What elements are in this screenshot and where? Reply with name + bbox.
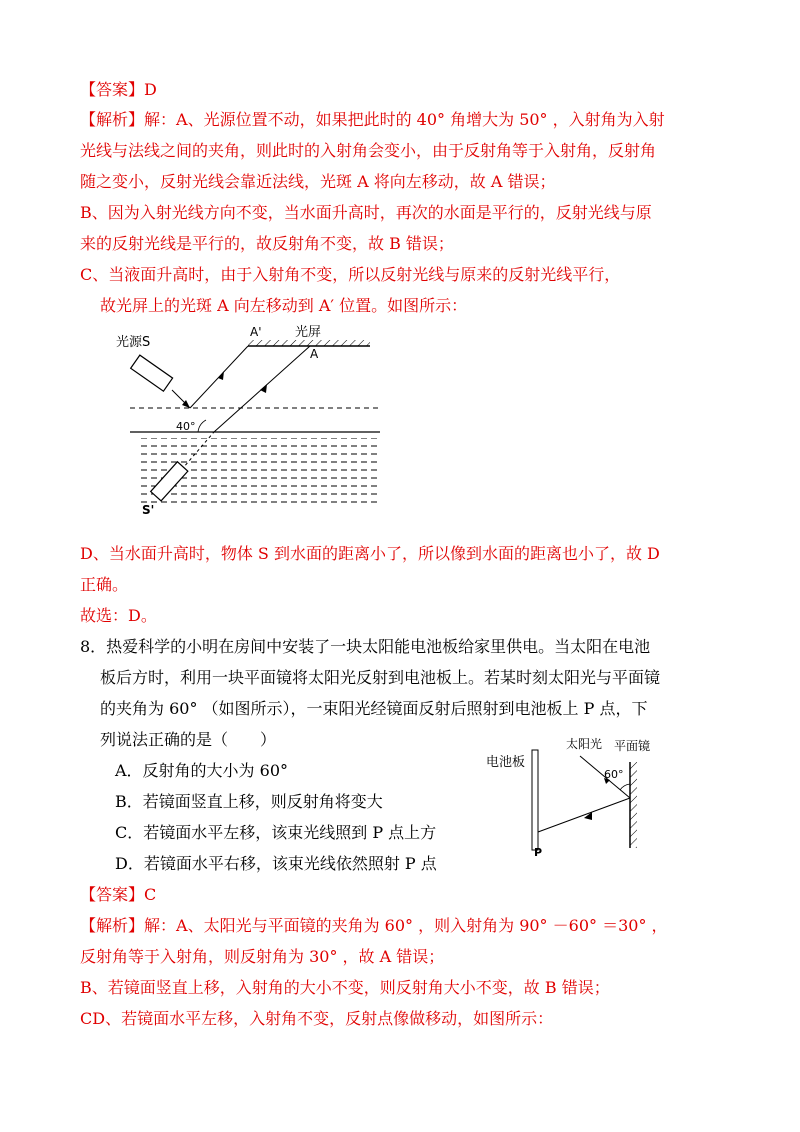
analysis-line: CD、若镜面水平左移，入射角不变，反射点像做移动，如图所示： — [80, 1009, 554, 1028]
reflected-ray — [538, 798, 630, 832]
angle-label: 40° — [176, 420, 196, 433]
screen-hatch — [248, 340, 370, 346]
panel-label: 电池板 — [486, 755, 526, 770]
solar-mirror-figure — [480, 732, 680, 862]
screen-label: 光屏 — [295, 325, 322, 340]
answer-value: D — [144, 80, 157, 99]
reflection-figure — [110, 322, 390, 522]
light-source-label: 光源S — [116, 335, 151, 350]
answer-tag: 【答案】 — [80, 885, 145, 904]
analysis-line: C、当液面升高时，由于入射角不变，所以反射光线与原来的反射光线平行， — [80, 265, 621, 284]
option-c: C．若镜面水平左移，该束光线照到 P 点上方 — [115, 823, 437, 842]
analysis-line: 【解析】解：A、光源位置不动，如果把此时的 40° 角增大为 50° ，入射角为入射 — [80, 110, 665, 129]
a-prime-label: A' — [250, 325, 262, 339]
answer-value: C — [144, 885, 157, 904]
option-d: D．若镜面水平右移，该束光线依然照射 P 点 — [115, 854, 437, 873]
analysis-line: 正确。 — [80, 575, 129, 594]
analysis-line: 【解析】解：A、太阳光与平面镜的夹角为 60° ，则入射角为 90° －60° ＝30° ， — [80, 916, 668, 935]
analysis-line: B、若镜面竖直上移，入射角的大小不变，则反射角大小不变，故 B 错误； — [80, 978, 610, 997]
a-label: A — [310, 347, 319, 361]
question-line: 列说法正确的是（ ） — [100, 730, 277, 749]
p-label: P — [534, 846, 543, 859]
option-a: A．反射角的大小为 60° — [115, 761, 289, 780]
s-prime-label: S' — [142, 503, 155, 517]
analysis-line: D、当水面升高时，物体 S 到水面的距离小了，所以像到水面的距离也小了，故 D — [80, 544, 660, 563]
mirror-label: 平面镜 — [614, 739, 651, 753]
analysis-tag: 【解析】 — [80, 916, 145, 935]
analysis-line: 故光屏上的光斑 A 向左移动到 A′ 位置。如图所示： — [100, 296, 468, 315]
question-line: 板后方时，利用一块平面镜将太阳光反射到电池板上。若某时刻太阳光与平面镜 — [100, 668, 661, 687]
analysis-line: 来的反射光线是平行的，故反射角不变，故 B 错误； — [80, 234, 454, 253]
answer-line-8 — [80, 884, 156, 906]
analysis-line: 随之变小，反射光线会靠近法线，光斑 A 将向左移动，故 A 错误； — [80, 172, 556, 191]
question-line: 8．热爱科学的小明在房间中安装了一块太阳能电池板给家里供电。当太阳在电池 — [80, 637, 651, 656]
analysis-line: 故选：D。 — [80, 606, 157, 625]
option-b: B．若镜面竖直上移，则反射角将变大 — [115, 792, 383, 811]
answer-line-7 — [80, 79, 157, 101]
answer-tag: 【答案】 — [80, 80, 145, 99]
mirror-hatch — [630, 762, 637, 848]
question-line: 的夹角为 60° （如图所示），一束阳光经镜面反射后照射到电池板上 P 点，下 — [100, 699, 648, 718]
analysis-tag: 【解析】 — [80, 110, 145, 129]
analysis-line: 光线与法线之间的夹角，则此时的入射角会变小，由于反射角等于入射角，反射角 — [80, 141, 657, 160]
light-source-icon — [131, 355, 173, 391]
solar-panel — [532, 750, 538, 850]
angle-label-2: 60° — [604, 768, 624, 781]
sunlight-label: 太阳光 — [566, 737, 603, 751]
analysis-line: B、因为入射光线方向不变，当水面升高时，再次的水面是平行的，反射光线与原 — [80, 203, 652, 222]
analysis-line: 反射角等于入射角，则反射角为 30° ，故 A 错误； — [80, 947, 445, 966]
